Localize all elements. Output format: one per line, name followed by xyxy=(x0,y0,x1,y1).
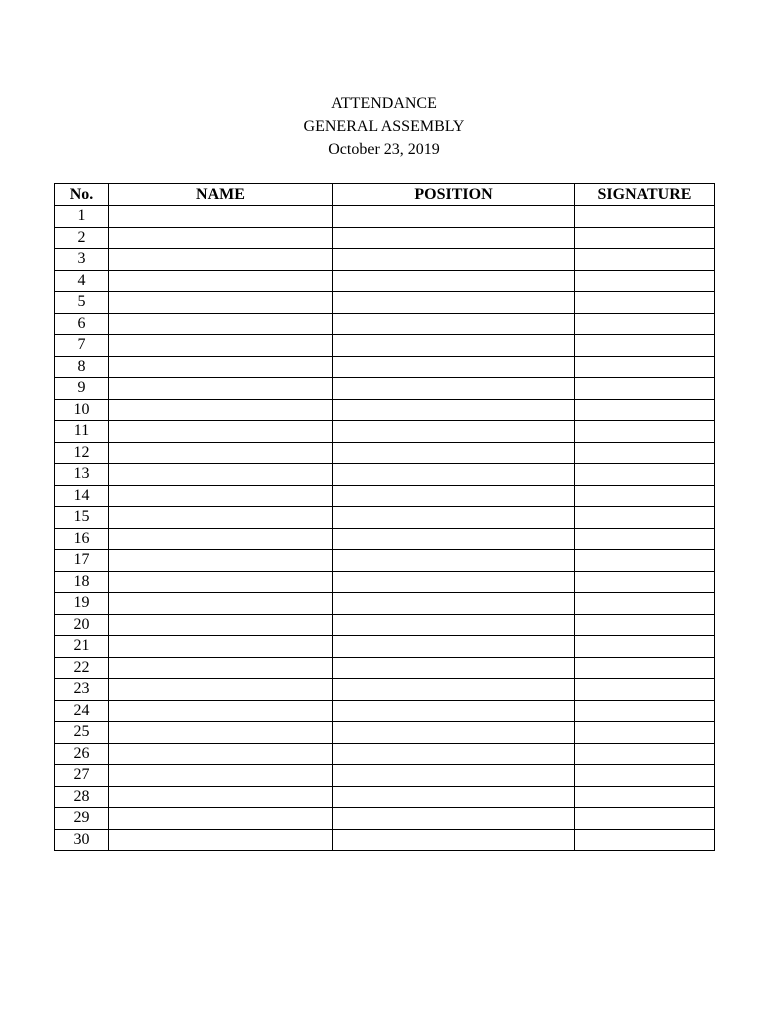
position-cell xyxy=(333,743,575,765)
name-cell xyxy=(109,485,333,507)
table-row xyxy=(55,808,715,830)
row-number: 20 xyxy=(55,614,109,636)
position-cell xyxy=(333,829,575,851)
row-number: 24 xyxy=(55,700,109,722)
name-cell xyxy=(109,442,333,464)
signature-cell xyxy=(575,636,715,658)
signature-cell xyxy=(575,206,715,228)
signature-cell xyxy=(575,743,715,765)
signature-cell xyxy=(575,270,715,292)
table-row xyxy=(55,722,715,744)
name-cell xyxy=(109,593,333,615)
name-cell xyxy=(109,335,333,357)
table-row xyxy=(55,829,715,851)
name-cell xyxy=(109,679,333,701)
name-cell xyxy=(109,378,333,400)
position-cell xyxy=(333,657,575,679)
row-number: 4 xyxy=(55,270,109,292)
position-cell xyxy=(333,528,575,550)
position-cell xyxy=(333,335,575,357)
signature-cell xyxy=(575,593,715,615)
name-cell xyxy=(109,722,333,744)
name-cell xyxy=(109,421,333,443)
table-row xyxy=(55,614,715,636)
row-number: 1 xyxy=(55,206,109,228)
signature-cell xyxy=(575,829,715,851)
row-number: 15 xyxy=(55,507,109,529)
signature-cell xyxy=(575,614,715,636)
position-cell xyxy=(333,571,575,593)
position-cell xyxy=(333,378,575,400)
row-number: 5 xyxy=(55,292,109,314)
name-cell xyxy=(109,765,333,787)
position-cell xyxy=(333,507,575,529)
table-row xyxy=(55,679,715,701)
table-row xyxy=(55,507,715,529)
position-cell xyxy=(333,700,575,722)
position-cell xyxy=(333,421,575,443)
column-header-name: NAME xyxy=(109,184,333,206)
heading-date: October 23, 2019 xyxy=(328,141,440,158)
signature-cell xyxy=(575,722,715,744)
table-row xyxy=(55,356,715,378)
position-cell xyxy=(333,292,575,314)
table-row xyxy=(55,571,715,593)
position-cell xyxy=(333,356,575,378)
signature-cell xyxy=(575,442,715,464)
signature-cell xyxy=(575,335,715,357)
table-row xyxy=(55,485,715,507)
row-number: 2 xyxy=(55,227,109,249)
signature-cell xyxy=(575,464,715,486)
table-row xyxy=(55,700,715,722)
row-number: 19 xyxy=(55,593,109,615)
position-cell xyxy=(333,786,575,808)
table-row xyxy=(55,206,715,228)
signature-cell xyxy=(575,679,715,701)
name-cell xyxy=(109,700,333,722)
column-header-position: POSITION xyxy=(333,184,575,206)
position-cell xyxy=(333,313,575,335)
table-row xyxy=(55,786,715,808)
name-cell xyxy=(109,808,333,830)
table-row xyxy=(55,313,715,335)
name-cell xyxy=(109,270,333,292)
row-number: 18 xyxy=(55,571,109,593)
row-number: 22 xyxy=(55,657,109,679)
table-row xyxy=(55,442,715,464)
position-cell xyxy=(333,206,575,228)
row-number: 21 xyxy=(55,636,109,658)
column-header-signature: SIGNATURE xyxy=(575,184,715,206)
position-cell xyxy=(333,270,575,292)
position-cell xyxy=(333,442,575,464)
position-cell xyxy=(333,485,575,507)
table-row xyxy=(55,270,715,292)
signature-cell xyxy=(575,765,715,787)
table-row xyxy=(55,657,715,679)
row-number: 3 xyxy=(55,249,109,271)
table-body xyxy=(55,206,715,851)
row-number: 12 xyxy=(55,442,109,464)
position-cell xyxy=(333,464,575,486)
name-cell xyxy=(109,507,333,529)
column-header-no: No. xyxy=(55,184,109,206)
row-number: 9 xyxy=(55,378,109,400)
table-row xyxy=(55,249,715,271)
name-cell xyxy=(109,464,333,486)
signature-cell xyxy=(575,571,715,593)
signature-cell xyxy=(575,313,715,335)
row-number: 23 xyxy=(55,679,109,701)
signature-cell xyxy=(575,227,715,249)
table-row xyxy=(55,227,715,249)
document-heading xyxy=(0,92,768,161)
name-cell xyxy=(109,227,333,249)
row-number: 27 xyxy=(55,765,109,787)
name-cell xyxy=(109,743,333,765)
name-cell xyxy=(109,636,333,658)
table-row xyxy=(55,292,715,314)
row-number: 6 xyxy=(55,313,109,335)
name-cell xyxy=(109,399,333,421)
name-cell xyxy=(109,550,333,572)
position-cell xyxy=(333,679,575,701)
attendance-table xyxy=(54,183,715,851)
row-number: 25 xyxy=(55,722,109,744)
signature-cell xyxy=(575,700,715,722)
position-cell xyxy=(333,249,575,271)
signature-cell xyxy=(575,378,715,400)
signature-cell xyxy=(575,485,715,507)
name-cell xyxy=(109,292,333,314)
position-cell xyxy=(333,765,575,787)
row-number: 30 xyxy=(55,829,109,851)
row-number: 17 xyxy=(55,550,109,572)
signature-cell xyxy=(575,421,715,443)
position-cell xyxy=(333,550,575,572)
table-row xyxy=(55,421,715,443)
table-row xyxy=(55,464,715,486)
table-row xyxy=(55,399,715,421)
signature-cell xyxy=(575,550,715,572)
table-row xyxy=(55,378,715,400)
table-row xyxy=(55,593,715,615)
table-row xyxy=(55,765,715,787)
name-cell xyxy=(109,786,333,808)
name-cell xyxy=(109,249,333,271)
signature-cell xyxy=(575,249,715,271)
table-row xyxy=(55,528,715,550)
row-number: 29 xyxy=(55,808,109,830)
position-cell xyxy=(333,614,575,636)
table-row xyxy=(55,743,715,765)
signature-cell xyxy=(575,786,715,808)
position-cell xyxy=(333,227,575,249)
name-cell xyxy=(109,356,333,378)
signature-cell xyxy=(575,356,715,378)
signature-cell xyxy=(575,292,715,314)
position-cell xyxy=(333,808,575,830)
table-row xyxy=(55,636,715,658)
name-cell xyxy=(109,313,333,335)
signature-cell xyxy=(575,507,715,529)
table-row xyxy=(55,550,715,572)
name-cell xyxy=(109,571,333,593)
heading-subtitle: GENERAL ASSEMBLY xyxy=(303,118,465,135)
name-cell xyxy=(109,206,333,228)
row-number: 11 xyxy=(55,421,109,443)
signature-cell xyxy=(575,657,715,679)
position-cell xyxy=(333,636,575,658)
position-cell xyxy=(333,399,575,421)
row-number: 8 xyxy=(55,356,109,378)
heading-title: ATTENDANCE xyxy=(331,95,437,112)
signature-cell xyxy=(575,808,715,830)
row-number: 10 xyxy=(55,399,109,421)
name-cell xyxy=(109,528,333,550)
signature-cell xyxy=(575,528,715,550)
row-number: 16 xyxy=(55,528,109,550)
row-number: 13 xyxy=(55,464,109,486)
name-cell xyxy=(109,614,333,636)
row-number: 7 xyxy=(55,335,109,357)
table-row xyxy=(55,335,715,357)
row-number: 26 xyxy=(55,743,109,765)
name-cell xyxy=(109,657,333,679)
signature-cell xyxy=(575,399,715,421)
row-number: 14 xyxy=(55,485,109,507)
table-header-row xyxy=(55,184,715,206)
name-cell xyxy=(109,829,333,851)
position-cell xyxy=(333,593,575,615)
row-number: 28 xyxy=(55,786,109,808)
position-cell xyxy=(333,722,575,744)
